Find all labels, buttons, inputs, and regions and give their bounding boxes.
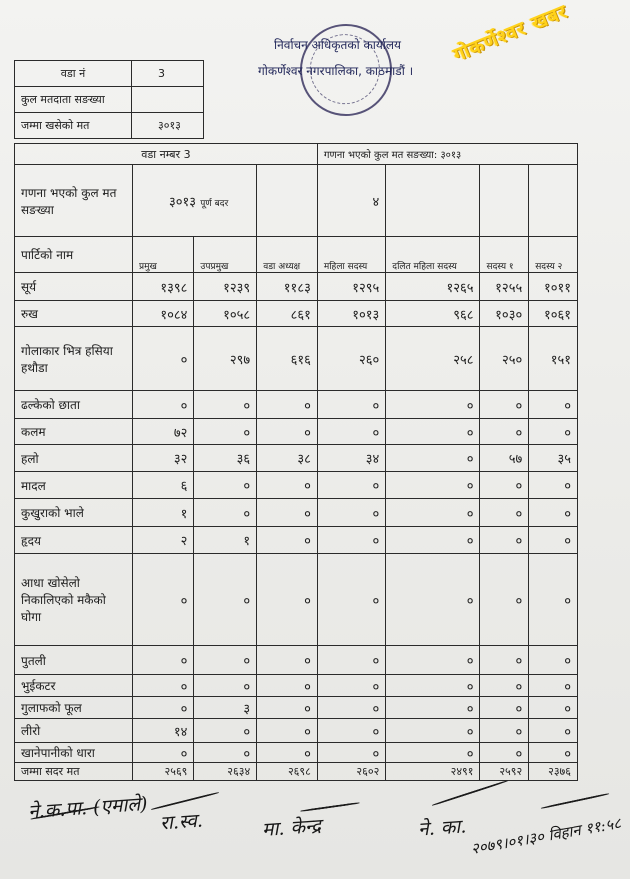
office-title: निर्वाचन अधिकृतको कार्यालय bbox=[274, 38, 401, 52]
party-row bbox=[15, 445, 578, 472]
vote-count: ११८३ bbox=[257, 273, 318, 301]
vote-count: ० bbox=[317, 472, 385, 499]
vote-count: ० bbox=[194, 391, 257, 419]
party-name: पुतली bbox=[15, 646, 133, 675]
vote-count: ० bbox=[194, 419, 257, 445]
vote-count: ० bbox=[386, 743, 480, 763]
vote-count: ० bbox=[529, 419, 578, 445]
vote-count: ० bbox=[257, 719, 318, 743]
column-header-1: प्रमुख bbox=[133, 237, 194, 273]
blank-cell bbox=[386, 165, 480, 237]
vote-count: १२६५ bbox=[386, 273, 480, 301]
vote-count: ० bbox=[480, 527, 529, 554]
party-row bbox=[15, 527, 578, 554]
vote-count: ० bbox=[480, 391, 529, 419]
counted-total-note: गणना भएको कुल मत सङख्या: ३०१३ bbox=[317, 144, 577, 165]
vote-count: ० bbox=[194, 743, 257, 763]
blank-cell bbox=[529, 165, 578, 237]
vote-count: ० bbox=[386, 499, 480, 527]
vote-count: ० bbox=[480, 743, 529, 763]
vote-count: २५० bbox=[480, 327, 529, 391]
vote-tally-body bbox=[15, 144, 578, 781]
tally-title-row bbox=[15, 144, 578, 165]
vote-count: ० bbox=[529, 646, 578, 675]
vote-count: ० bbox=[386, 646, 480, 675]
total-valid-count: २५९२ bbox=[480, 763, 529, 781]
vote-count: ० bbox=[317, 675, 385, 697]
vote-count: ० bbox=[386, 419, 480, 445]
vote-count: ३२ bbox=[133, 445, 194, 472]
vote-count: ० bbox=[529, 675, 578, 697]
vote-count: ० bbox=[317, 743, 385, 763]
vote-count: ७२ bbox=[133, 419, 194, 445]
vote-count: ५७ bbox=[480, 445, 529, 472]
signature-4-scribble bbox=[432, 780, 509, 807]
total-valid-label: जम्मा सदर मत bbox=[15, 763, 133, 781]
vote-count: ० bbox=[194, 499, 257, 527]
full-invalid-label: पूर्ण बदर bbox=[200, 198, 229, 209]
vote-count: ३४ bbox=[317, 445, 385, 472]
vote-count: ६१६ bbox=[257, 327, 318, 391]
vote-count: १०१३ bbox=[317, 301, 385, 327]
party-name: लीरो bbox=[15, 719, 133, 743]
party-name: कुखुराको भाले bbox=[15, 499, 133, 527]
signature-5 bbox=[469, 813, 622, 859]
vote-count: ० bbox=[480, 719, 529, 743]
party-row bbox=[15, 675, 578, 697]
vote-count: ० bbox=[257, 675, 318, 697]
vote-count: १०८४ bbox=[133, 301, 194, 327]
vote-count: ६ bbox=[133, 472, 194, 499]
ward-number-value: 3 bbox=[132, 61, 204, 87]
vote-count: ० bbox=[133, 327, 194, 391]
party-row bbox=[15, 273, 578, 301]
party-row bbox=[15, 743, 578, 763]
vote-count: ० bbox=[529, 391, 578, 419]
total-valid-count: २६९८ bbox=[257, 763, 318, 781]
signature-2-text: रा.स्व. bbox=[159, 809, 204, 835]
total-valid-count: २६३४ bbox=[194, 763, 257, 781]
vote-count: १०११ bbox=[529, 273, 578, 301]
ward-info-row bbox=[15, 87, 204, 113]
party-name: मादल bbox=[15, 472, 133, 499]
signature-3-text: मा. केन्द्र bbox=[261, 814, 322, 842]
vote-count: ० bbox=[133, 646, 194, 675]
office-address: गोकर्णेश्वर नगरपालिका, काठमाडौं । bbox=[258, 64, 414, 78]
vote-count: ० bbox=[194, 675, 257, 697]
column-header-6: सदस्य १ bbox=[480, 237, 529, 273]
party-row bbox=[15, 327, 578, 391]
vote-count: ० bbox=[257, 391, 318, 419]
vote-count: ० bbox=[529, 554, 578, 646]
ward-info-row bbox=[15, 113, 204, 139]
vote-count: ० bbox=[480, 646, 529, 675]
vote-count: ० bbox=[386, 719, 480, 743]
ward-info-table bbox=[14, 60, 204, 139]
vote-count: ० bbox=[529, 472, 578, 499]
vote-count: ० bbox=[386, 527, 480, 554]
vote-count: ० bbox=[480, 697, 529, 719]
counted-row bbox=[15, 165, 578, 237]
vote-count: २ bbox=[133, 527, 194, 554]
party-name: सूर्य bbox=[15, 273, 133, 301]
total-voters-label: कुल मतदाता सङख्या bbox=[15, 87, 132, 113]
vote-count: ० bbox=[480, 472, 529, 499]
vote-tally-table bbox=[14, 143, 578, 781]
vote-count: ० bbox=[529, 719, 578, 743]
vote-count: ० bbox=[257, 527, 318, 554]
partial-invalid-value: ४ bbox=[317, 165, 385, 237]
vote-count: ० bbox=[133, 675, 194, 697]
vote-count: १ bbox=[133, 499, 194, 527]
party-row bbox=[15, 646, 578, 675]
vote-count: २९७ bbox=[194, 327, 257, 391]
total-valid-row bbox=[15, 763, 578, 781]
party-name: ढल्केको छाता bbox=[15, 391, 133, 419]
vote-count: ० bbox=[133, 391, 194, 419]
vote-count: १०६१ bbox=[529, 301, 578, 327]
signature-4 bbox=[417, 812, 467, 841]
signature-3 bbox=[261, 812, 322, 842]
vote-count: ३८ bbox=[257, 445, 318, 472]
total-valid-count: २४९१ bbox=[386, 763, 480, 781]
party-name: गोलाकार भित्र हसिया हथौडा bbox=[15, 327, 133, 391]
ward-number-label: वडा नं bbox=[15, 61, 132, 87]
vote-count: ० bbox=[317, 419, 385, 445]
vote-count: ० bbox=[386, 697, 480, 719]
vote-count: ० bbox=[480, 554, 529, 646]
vote-count: ० bbox=[529, 499, 578, 527]
news-watermark: गोकर्णेश्वर खबर bbox=[450, 0, 571, 67]
vote-count: ० bbox=[194, 719, 257, 743]
vote-count: ० bbox=[386, 472, 480, 499]
ward-info-row bbox=[15, 61, 204, 87]
vote-count: ० bbox=[480, 419, 529, 445]
vote-count: ० bbox=[386, 554, 480, 646]
party-name: कलम bbox=[15, 419, 133, 445]
vote-count: १२५५ bbox=[480, 273, 529, 301]
vote-count: ३६ bbox=[194, 445, 257, 472]
total-valid-count: २५६९ bbox=[133, 763, 194, 781]
vote-count: ० bbox=[386, 391, 480, 419]
total-valid-count: २६०२ bbox=[317, 763, 385, 781]
vote-count: ० bbox=[257, 697, 318, 719]
vote-count: १५१ bbox=[529, 327, 578, 391]
vote-count: ० bbox=[133, 554, 194, 646]
party-name: आधा खोसेलो निकालिएको मकैको घोगा bbox=[15, 554, 133, 646]
signature-2 bbox=[159, 807, 203, 836]
vote-count: ९६८ bbox=[386, 301, 480, 327]
party-name: खानेपानीको धारा bbox=[15, 743, 133, 763]
ward-title: वडा नम्बर 3 bbox=[15, 144, 318, 165]
column-header-4: महिला सदस्य bbox=[317, 237, 385, 273]
party-column-header: पार्टिको नाम bbox=[15, 237, 133, 273]
vote-count: ० bbox=[480, 499, 529, 527]
vote-count: १४ bbox=[133, 719, 194, 743]
votes-cast-value: ३०१३ bbox=[132, 113, 204, 139]
column-header-5: दलित महिला सदस्य bbox=[386, 237, 480, 273]
vote-count: ० bbox=[480, 675, 529, 697]
vote-count: ० bbox=[257, 419, 318, 445]
vote-count: १०३० bbox=[480, 301, 529, 327]
vote-count: ० bbox=[257, 472, 318, 499]
votes-cast-label: जम्मा खसेको मत bbox=[15, 113, 132, 139]
column-header-row bbox=[15, 237, 578, 273]
party-name: रुख bbox=[15, 301, 133, 327]
party-row bbox=[15, 697, 578, 719]
column-header-3: वडा अध्यक्ष bbox=[257, 237, 318, 273]
party-row bbox=[15, 301, 578, 327]
party-row bbox=[15, 499, 578, 527]
vote-count: १ bbox=[194, 527, 257, 554]
vote-count: ० bbox=[257, 743, 318, 763]
signature-1-text: ने.क.पा. (एमाले) bbox=[27, 792, 149, 824]
vote-count: ० bbox=[317, 527, 385, 554]
vote-count: ० bbox=[386, 445, 480, 472]
vote-count: ० bbox=[529, 743, 578, 763]
vote-count: २६० bbox=[317, 327, 385, 391]
vote-count: ० bbox=[257, 499, 318, 527]
party-row bbox=[15, 391, 578, 419]
vote-count: ० bbox=[317, 646, 385, 675]
party-row bbox=[15, 419, 578, 445]
column-header-7: सदस्य २ bbox=[529, 237, 578, 273]
party-row bbox=[15, 719, 578, 743]
counted-votes-cell bbox=[133, 165, 257, 237]
counted-votes-label: गणना भएको कुल मत सङख्या bbox=[15, 165, 133, 237]
counted-votes-value: ३०१३ bbox=[169, 194, 197, 210]
total-valid-count: २३७६ bbox=[529, 763, 578, 781]
party-name: गुलाफको फूल bbox=[15, 697, 133, 719]
vote-count: १३९८ bbox=[133, 273, 194, 301]
party-row bbox=[15, 472, 578, 499]
party-name: भुईकटर bbox=[15, 675, 133, 697]
vote-count: ३ bbox=[194, 697, 257, 719]
vote-count: ० bbox=[317, 554, 385, 646]
vote-count: ० bbox=[194, 472, 257, 499]
vote-count: ० bbox=[529, 527, 578, 554]
total-voters-value bbox=[132, 87, 204, 113]
vote-count: ० bbox=[257, 554, 318, 646]
vote-count: ० bbox=[317, 391, 385, 419]
party-name: हलो bbox=[15, 445, 133, 472]
column-header-2: उपप्रमुख bbox=[194, 237, 257, 273]
blank-cell bbox=[257, 165, 318, 237]
vote-count: १२९५ bbox=[317, 273, 385, 301]
vote-count: ० bbox=[529, 697, 578, 719]
vote-count: ० bbox=[317, 719, 385, 743]
signature-3-scribble bbox=[300, 802, 360, 812]
vote-count: ० bbox=[194, 554, 257, 646]
vote-count: ० bbox=[133, 743, 194, 763]
vote-count: ८६१ bbox=[257, 301, 318, 327]
vote-count: १२३९ bbox=[194, 273, 257, 301]
vote-count: १०५८ bbox=[194, 301, 257, 327]
signature-5-scribble bbox=[541, 793, 610, 810]
vote-count: ३५ bbox=[529, 445, 578, 472]
vote-count: ० bbox=[317, 499, 385, 527]
vote-count: ० bbox=[257, 646, 318, 675]
vote-count: ० bbox=[386, 675, 480, 697]
vote-count: ० bbox=[194, 646, 257, 675]
signature-4-text: ने. का. bbox=[417, 815, 467, 841]
party-row bbox=[15, 554, 578, 646]
blank-cell bbox=[480, 165, 529, 237]
signature-5-text: २०७९।०१।३० विहान ११:५८ bbox=[469, 813, 623, 859]
vote-count: ० bbox=[133, 697, 194, 719]
vote-count: २५८ bbox=[386, 327, 480, 391]
party-name: हृदय bbox=[15, 527, 133, 554]
vote-count: ० bbox=[317, 697, 385, 719]
